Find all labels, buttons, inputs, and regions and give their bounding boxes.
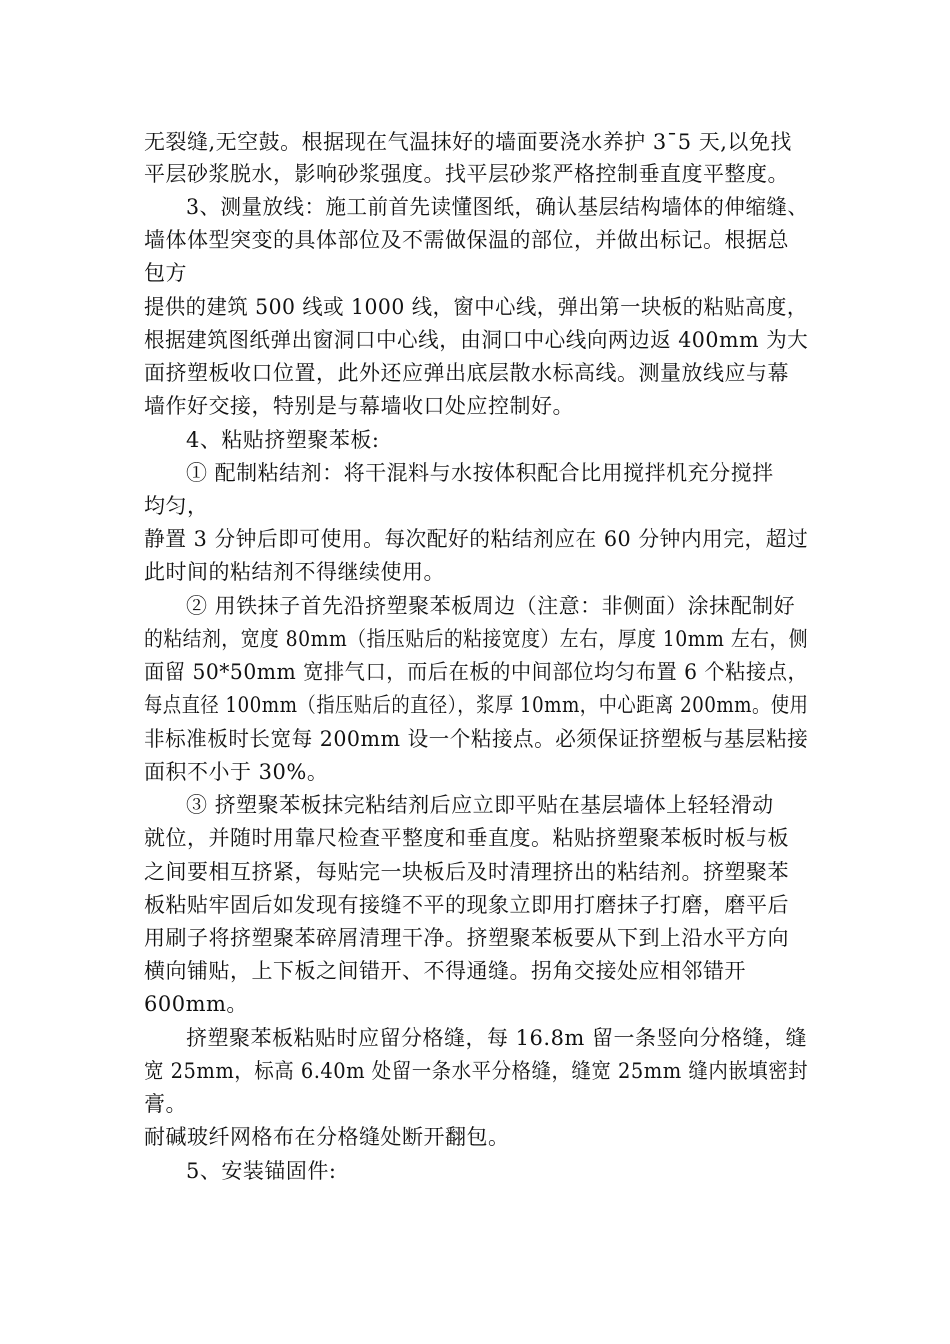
text-line: 无裂缝,无空鼓。根据现在气温抹好的墙面要浇水养护 3¯5 天,以免找 <box>144 130 792 154</box>
text-line: 挤塑聚苯板粘贴时应留分格缝，每 16.8m 留一条竖向分格缝，缝 <box>186 1026 808 1050</box>
text-line: 5、安装锚固件: <box>186 1159 337 1183</box>
text-line: 此时间的粘结剂不得继续使用。 <box>144 560 445 584</box>
text-line: 膏。 <box>144 1092 187 1116</box>
text-line: 墙体体型突变的具体部位及不需做保温的部位，并做出标记。根据总 <box>144 228 789 252</box>
text-line: 静置 3 分钟后即可使用。每次配好的粘结剂应在 60 分钟内用完，超过 <box>144 527 809 551</box>
text-line: 均匀， <box>144 494 209 518</box>
text-line: 宽 25mm，标高 6.40m 处留一条水平分格缝，缝宽 25mm 缝内嵌填密封 <box>144 1059 809 1083</box>
text-line: ① 配制粘结剂：将干混料与水按体积配合比用搅拌机充分搅拌 <box>186 461 774 485</box>
text-line: 平层砂浆脱水，影响砂浆强度。找平层砂浆严格控制垂直度平整度。 <box>144 162 789 186</box>
text-line: 根据建筑图纸弹出窗洞口中心线，由洞口中心线向两边返 400mm 为大 <box>144 328 809 352</box>
text-line: 600mm。 <box>144 992 248 1016</box>
text-line: 板粘贴牢固后如发现有接缝不平的现象立即用打磨抹子打磨，磨平后 <box>144 893 789 917</box>
text-line: 提供的建筑 500 线或 1000 线，窗中心线，弹出第一块板的粘贴高度， <box>144 295 808 319</box>
text-line: 每点直径 100mm（指压贴后的直径），浆厚 10mm，中心距离 200mm。使用 <box>144 693 809 717</box>
text-line: 面挤塑板收口位置，此外还应弹出底层散水标高线。测量放线应与幕 <box>144 361 789 385</box>
text-line: 耐碱玻纤网格布在分格缝处断开翻包。 <box>144 1125 510 1149</box>
text-line: 就位，并随时用靠尺检查平整度和垂直度。粘贴挤塑聚苯板时板与板 <box>144 826 789 850</box>
text-line: 面留 50*50mm 宽排气口，而后在板的中间部位均匀布置 6 个粘接点， <box>144 660 809 684</box>
text-line: 用刷子将挤塑聚苯碎屑清理干净。挤塑聚苯板要从下到上沿水平方向 <box>144 926 789 950</box>
text-line: 面积不小于 30%。 <box>144 760 329 784</box>
text-line: ③ 挤塑聚苯板抹完粘结剂后应立即平贴在基层墙体上轻轻滑动 <box>186 793 774 817</box>
text-line: 墙作好交接，特别是与幕墙收口处应控制好。 <box>144 394 574 418</box>
text-line: 的粘结剂，宽度 80mm（指压贴后的粘接宽度）左右，厚度 10mm 左右，侧 <box>144 627 809 651</box>
text-line: 4、粘贴挤塑聚苯板: <box>186 428 380 452</box>
text-line: 非标准板时长宽每 200mm 设一个粘接点。必须保证挤塑板与基层粘接 <box>144 727 809 751</box>
text-line: ② 用铁抹子首先沿挤塑聚苯板周边（注意：非侧面）涂抹配制好 <box>186 594 796 618</box>
text-line: 横向铺贴，上下板之间错开、不得通缝。拐角交接处应相邻错开 <box>144 959 746 983</box>
text-line: 3、测量放线：施工前首先读懂图纸，确认基层结构墙体的伸缩缝、 <box>186 195 809 219</box>
text-line: 之间要相互挤紧，每贴完一块板后及时清理挤出的粘结剂。挤塑聚苯 <box>144 860 789 884</box>
text-line: 包方 <box>144 261 187 285</box>
